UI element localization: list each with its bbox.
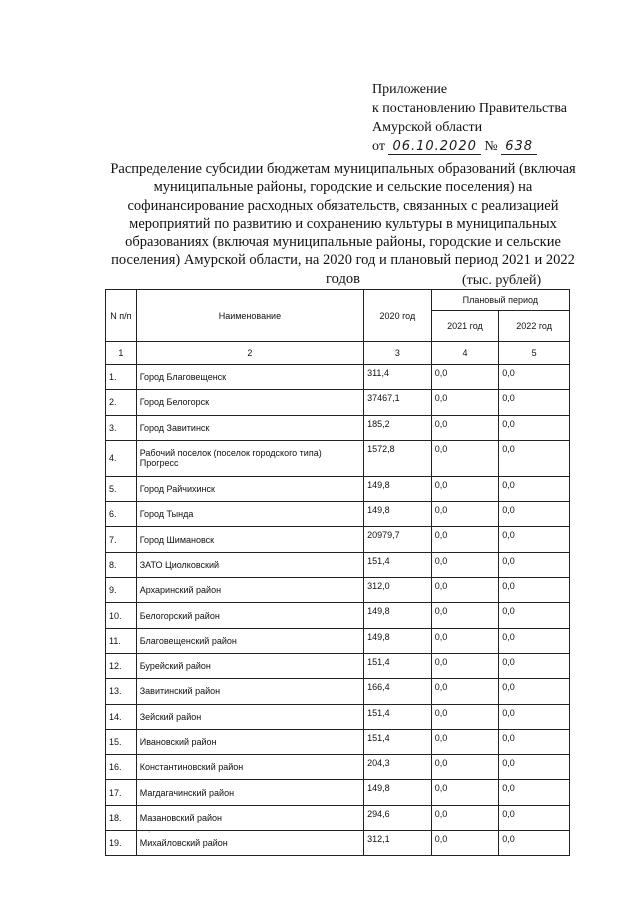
appendix-date-line: [372, 137, 632, 156]
row-value-2021: 0,0: [431, 704, 499, 729]
row-value-2020: 149,8: [364, 476, 432, 501]
row-number: 9.: [106, 578, 137, 603]
row-value-2021: 0,0: [431, 729, 499, 754]
table-row: [106, 729, 570, 754]
document-title: Распределение субсидии бюджетам муниципальных образований (включая муниципальные районы, городские и сельские поселения) на софинансирование расходных обязательств, связанных с реализацией мероприятий по развитию и сохранению культуры в муниципальных образованиях (включая муниципальные районы, городские и сельские поселения) Амурской области, на 2020 год и плановый период 2021 и 2022 годов: [110, 161, 576, 287]
appendix-label: Приложение: [372, 82, 448, 97]
row-name: ЗАТО Циолковский: [136, 552, 363, 577]
table-row: [106, 704, 570, 729]
row-value-2020: 149,8: [364, 502, 432, 527]
row-value-2020: 311,4: [364, 365, 432, 390]
header-2021: 2021 год: [431, 311, 499, 342]
header-planned-period: Плановый период: [431, 290, 569, 311]
table-row: [106, 628, 570, 653]
header-name: Наименование: [136, 290, 363, 342]
row-value-2022: 0,0: [499, 729, 570, 754]
row-value-2021: 0,0: [431, 476, 499, 501]
appendix-resolution: к постановлению Правительства: [372, 101, 568, 116]
row-value-2022: 0,0: [499, 780, 570, 805]
row-value-2022: 0,0: [499, 831, 570, 856]
row-value-2020: 151,4: [364, 653, 432, 678]
row-value-2020: 149,8: [364, 780, 432, 805]
row-value-2022: 0,0: [499, 755, 570, 780]
row-name: Мазановский район: [136, 805, 363, 830]
row-name: Город Тында: [136, 502, 363, 527]
row-value-2020: 166,4: [364, 679, 432, 704]
table-row: [106, 831, 570, 856]
header-2022: 2022 год: [499, 311, 570, 342]
row-name: Город Шимановск: [136, 527, 363, 552]
table-row: [106, 365, 570, 390]
table-row: [106, 527, 570, 552]
row-value-2021: 0,0: [431, 603, 499, 628]
row-number: 13.: [106, 679, 137, 704]
row-value-2022: 0,0: [499, 552, 570, 577]
row-value-2021: 0,0: [431, 415, 499, 440]
row-value-2020: 151,4: [364, 704, 432, 729]
row-value-2021: 0,0: [431, 628, 499, 653]
units-label: (тыс. рублей): [462, 273, 542, 288]
row-name: Бурейский район: [136, 653, 363, 678]
table-row: [106, 755, 570, 780]
row-value-2022: 0,0: [499, 704, 570, 729]
row-name: Город Райчихинск: [136, 476, 363, 501]
row-value-2021: 0,0: [431, 755, 499, 780]
row-value-2021: 0,0: [431, 527, 499, 552]
row-value-2020: 294,6: [364, 805, 432, 830]
col-number-4: 4: [431, 342, 499, 365]
row-value-2022: 0,0: [499, 365, 570, 390]
row-value-2020: 185,2: [364, 415, 432, 440]
row-value-2022: 0,0: [499, 527, 570, 552]
row-value-2022: 0,0: [499, 502, 570, 527]
table-row: [106, 502, 570, 527]
table-row: [106, 415, 570, 440]
row-number: 2.: [106, 390, 137, 415]
table-row: [106, 578, 570, 603]
appendix-block: [372, 80, 632, 156]
row-value-2021: 0,0: [431, 679, 499, 704]
row-value-2020: 37467,1: [364, 390, 432, 415]
row-number: 19.: [106, 831, 137, 856]
row-value-2020: 149,8: [364, 628, 432, 653]
row-number: 3.: [106, 415, 137, 440]
table-body: [106, 365, 570, 856]
col-number-5: 5: [499, 342, 570, 365]
row-name: Константиновский район: [136, 755, 363, 780]
row-value-2022: 0,0: [499, 578, 570, 603]
row-name: Зейский район: [136, 704, 363, 729]
table-row: [106, 476, 570, 501]
row-value-2022: 0,0: [499, 628, 570, 653]
row-value-2021: 0,0: [431, 578, 499, 603]
table-row: [106, 780, 570, 805]
row-number: 8.: [106, 552, 137, 577]
table-row: [106, 390, 570, 415]
row-number: 16.: [106, 755, 137, 780]
row-number: 17.: [106, 780, 137, 805]
row-value-2022: 0,0: [499, 603, 570, 628]
table-row: [106, 440, 570, 476]
row-number: 6.: [106, 502, 137, 527]
table-row: [106, 603, 570, 628]
row-value-2020: 20979,7: [364, 527, 432, 552]
scan-mark: ·: [148, 828, 151, 837]
row-value-2021: 0,0: [431, 365, 499, 390]
col-number-3: 3: [364, 342, 432, 365]
row-value-2020: 151,4: [364, 729, 432, 754]
row-number: 5.: [106, 476, 137, 501]
row-number: 14.: [106, 704, 137, 729]
row-name: Благовещенский район: [136, 628, 363, 653]
row-name: Город Белогорск: [136, 390, 363, 415]
row-name: Архаринский район: [136, 578, 363, 603]
row-name: Город Благовещенск: [136, 365, 363, 390]
header-num: N п/п: [106, 290, 137, 342]
handwritten-number: 638: [501, 139, 537, 155]
row-name: Завитинский район: [136, 679, 363, 704]
row-value-2020: 1572,8: [364, 440, 432, 476]
row-value-2022: 0,0: [499, 390, 570, 415]
row-value-2022: 0,0: [499, 440, 570, 476]
row-value-2022: 0,0: [499, 476, 570, 501]
row-name: Белогорский район: [136, 603, 363, 628]
row-number: 18.: [106, 805, 137, 830]
row-value-2021: 0,0: [431, 805, 499, 830]
row-value-2022: 0,0: [499, 415, 570, 440]
row-value-2020: 204,3: [364, 755, 432, 780]
row-number: 10.: [106, 603, 137, 628]
row-value-2020: 149,8: [364, 603, 432, 628]
row-value-2021: 0,0: [431, 780, 499, 805]
table-row: [106, 679, 570, 704]
row-number: 7.: [106, 527, 137, 552]
row-number: 12.: [106, 653, 137, 678]
row-name: Магдагачинский район: [136, 780, 363, 805]
row-name: Михайловский район: [136, 831, 363, 856]
row-value-2022: 0,0: [499, 805, 570, 830]
date-prefix: от: [372, 139, 385, 154]
row-value-2020: 312,0: [364, 578, 432, 603]
col-number-1: 1: [106, 342, 137, 365]
row-value-2020: 151,4: [364, 552, 432, 577]
row-number: 15.: [106, 729, 137, 754]
row-value-2021: 0,0: [431, 831, 499, 856]
header-2020: 2020 год: [364, 290, 432, 342]
handwritten-date: 06.10.2020: [388, 139, 480, 155]
col-number-2: 2: [136, 342, 363, 365]
row-value-2021: 0,0: [431, 552, 499, 577]
row-value-2021: 0,0: [431, 653, 499, 678]
row-value-2021: 0,0: [431, 440, 499, 476]
row-value-2021: 0,0: [431, 502, 499, 527]
number-sign: №: [484, 139, 498, 154]
row-number: 1.: [106, 365, 137, 390]
row-value-2022: 0,0: [499, 679, 570, 704]
table-row: [106, 805, 570, 830]
row-value-2021: 0,0: [431, 390, 499, 415]
subsidy-table: [105, 289, 570, 856]
table-row: [106, 552, 570, 577]
row-value-2022: 0,0: [499, 653, 570, 678]
table-row: [106, 653, 570, 678]
row-name: Город Завитинск: [136, 415, 363, 440]
row-number: 11.: [106, 628, 137, 653]
row-name: Рабочий поселок (поселок городского типа) Прогресс: [136, 440, 363, 476]
row-name: Ивановский район: [136, 729, 363, 754]
row-value-2020: 312,1: [364, 831, 432, 856]
row-number: 4.: [106, 440, 137, 476]
appendix-region: Амурской области: [372, 120, 483, 135]
